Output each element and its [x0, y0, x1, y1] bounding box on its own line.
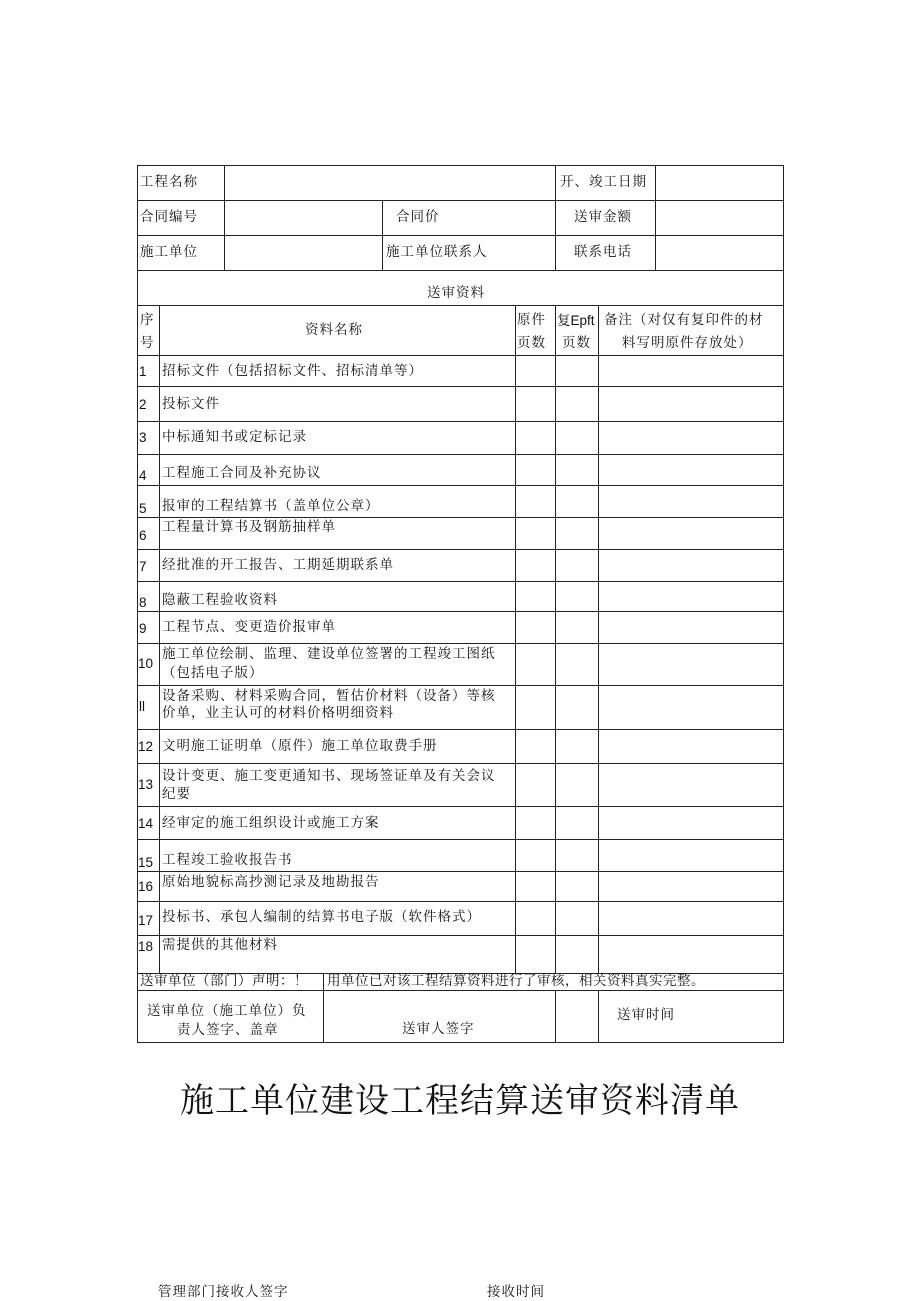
row-number: 4 — [139, 468, 147, 483]
document-title: 施工单位建设工程结算送审资料清单 — [180, 1081, 740, 1121]
submitter-signature-label: 送审人签字 — [402, 1021, 475, 1037]
row-material-name: 需提供的其他材料 — [162, 937, 278, 953]
row-material-name: 工程节点、变更造价报审单 — [162, 619, 336, 635]
row-number: 3 — [139, 430, 147, 445]
row-material-name: 原始地貌标高抄测记录及地勘报告 — [162, 874, 380, 890]
column-header-seq: 号 — [140, 335, 155, 351]
column-header-remarks: 料写明原件存放处） — [622, 335, 753, 351]
row-number: 18 — [138, 939, 154, 954]
contact-phone-label: 联系电话 — [574, 244, 632, 260]
receiver-signature-label: 管理部门接收人签字 — [158, 1284, 289, 1300]
start-end-date-label: 开、竣工日期 — [560, 174, 647, 190]
column-header-copy-pages: 复Epft — [557, 313, 595, 328]
row-number: ll — [139, 699, 145, 714]
row-number: 8 — [139, 595, 147, 610]
receive-time-label: 接收时间 — [487, 1284, 545, 1300]
row-number: 7 — [139, 559, 147, 574]
row-material-name: 经审定的施工组织设计或施工方案 — [162, 815, 380, 831]
row-number: 13 — [138, 777, 154, 792]
row-material-name: 工程施工合同及补充协议 — [162, 465, 322, 481]
row-number: 17 — [138, 913, 154, 928]
contractor-contact-label: 施工单位联系人 — [386, 244, 488, 260]
row-material-name: 文明施工证明单（原件）施工单位取费手册 — [162, 738, 438, 754]
unit-signature-label: 责人签字、盖章 — [177, 1022, 279, 1038]
contract-price-label: 合同价 — [396, 209, 440, 225]
row-material-name: 招标文件（包括招标文件、招标清单等） — [162, 363, 423, 379]
row-material-name: 工程量计算书及钢筋抽样单 — [162, 519, 336, 535]
row-material-name: 设备采购、材料采购合同，暂估价材料（设备）等核 — [162, 688, 496, 704]
row-material-name: 价单，业主认可的材料价格明细资料 — [162, 705, 394, 721]
submit-time-label: 送审时间 — [617, 1007, 675, 1023]
row-material-name: 工程竣工验收报告书 — [162, 852, 293, 868]
row-number: 2 — [139, 397, 147, 412]
column-header-original-pages: 页数 — [517, 335, 546, 351]
project-name-label: 工程名称 — [140, 174, 198, 190]
row-material-name: 纪要 — [162, 786, 191, 802]
row-material-name: 设计变更、施工变更通知书、现场签证单及有关会议 — [162, 768, 496, 784]
column-header-copy-pages: 页数 — [562, 335, 591, 351]
row-number: 5 — [139, 501, 147, 516]
declaration-label: 送审单位（部门）声明：！ — [140, 973, 308, 989]
row-number: 16 — [138, 879, 154, 894]
row-number: 1 — [139, 364, 147, 379]
row-number: 12 — [138, 739, 154, 754]
row-material-name: 施工单位绘制、监理、建设单位签署的工程竣工图纸 — [162, 646, 496, 662]
row-material-name: 投标文件 — [162, 396, 220, 412]
column-header-original-pages: 原件 — [517, 312, 546, 328]
row-number: 6 — [139, 528, 147, 543]
row-number: 14 — [138, 816, 154, 831]
row-number: 15 — [138, 855, 154, 870]
row-material-name: （包括电子版） — [162, 665, 264, 681]
settlement-form-table — [137, 165, 784, 1043]
row-material-name: 隐蔽工程验收资料 — [162, 592, 278, 608]
column-header-seq: 序 — [140, 312, 155, 328]
row-number: 10 — [138, 656, 154, 671]
row-material-name: 投标书、承包人编制的结算书电子版（软件格式） — [162, 909, 481, 925]
submit-amount-label: 送审金额 — [574, 209, 632, 225]
column-header-name: 资料名称 — [305, 322, 363, 338]
column-header-remarks: 备注（对仅有复印件的材 — [604, 312, 764, 328]
row-number: 9 — [139, 621, 147, 636]
section-title: 送审资料 — [427, 285, 485, 301]
contractor-label: 施工单位 — [140, 244, 198, 260]
declaration-text: 用单位已对该工程结算资料进行了审核，相关资料真实完整。 — [327, 973, 705, 989]
row-material-name: 经批准的开工报告、工期延期联系单 — [162, 557, 394, 573]
row-material-name: 中标通知书或定标记录 — [162, 429, 307, 445]
row-material-name: 报审的工程结算书（盖单位公章） — [162, 498, 380, 514]
unit-signature-label: 送审单位（施工单位）负 — [147, 1003, 307, 1019]
contract-number-label: 合同编号 — [140, 209, 198, 225]
